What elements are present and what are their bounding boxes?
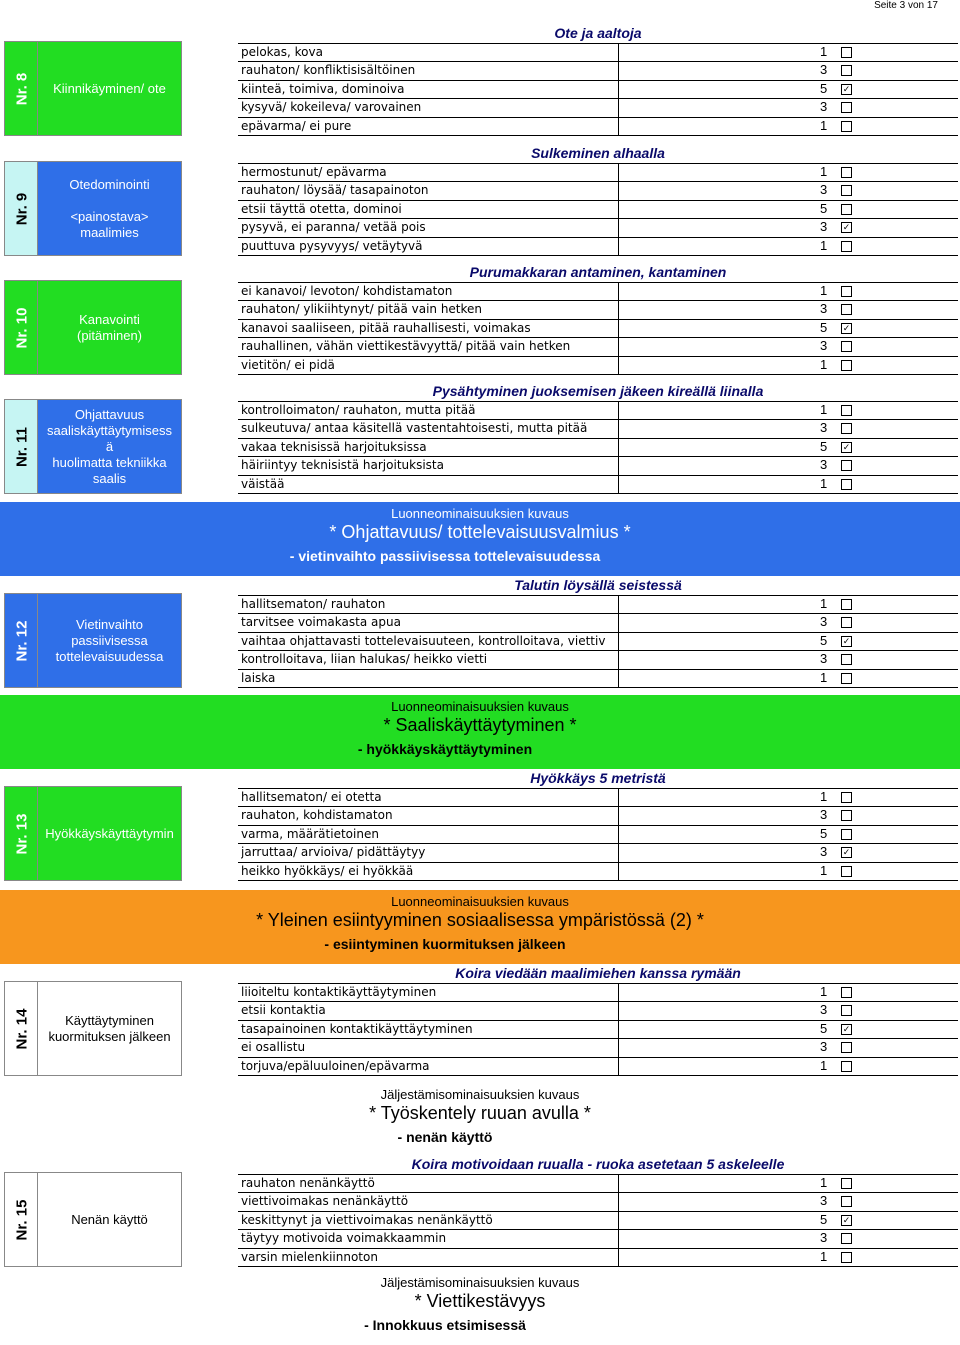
row-divider xyxy=(618,62,619,79)
rating-score: 5 xyxy=(820,319,828,335)
checkbox-icon[interactable] xyxy=(841,423,852,434)
section-heading: Purumakkaran antaminen, kantaminen xyxy=(469,264,727,280)
criterion-label-line: saaliskäyttäytymisess xyxy=(47,422,172,438)
rating-score: 1 xyxy=(820,1175,828,1190)
rating-score: 1 xyxy=(820,669,828,685)
criterion-label-line: Vietinvaihto xyxy=(76,616,143,632)
row-divider xyxy=(618,420,619,437)
section-14 xyxy=(0,965,960,1077)
section-8 xyxy=(0,25,960,137)
row-divider xyxy=(618,1230,619,1247)
band-detail: - nenän käyttö xyxy=(397,1129,493,1145)
criterion-label-line: Käyttäytyminen xyxy=(65,1012,154,1028)
rating-score: 3 xyxy=(820,651,828,667)
rating-score: 3 xyxy=(820,1039,828,1055)
rating-row xyxy=(238,201,958,219)
rating-row xyxy=(238,357,958,375)
row-divider xyxy=(618,164,619,181)
rating-row xyxy=(238,118,958,136)
rating-rows xyxy=(238,282,958,375)
rating-text: rauhaton/ konfliktisisältöinen xyxy=(241,63,416,78)
rating-text: väistää xyxy=(241,476,285,491)
checkbox-icon[interactable] xyxy=(841,654,852,665)
row-divider xyxy=(618,338,619,355)
section-number xyxy=(4,593,39,688)
rating-row xyxy=(238,651,958,669)
rating-text: hallitsematon/ ei otetta xyxy=(241,790,382,804)
criterion-label-line: tottelevaisuudessa xyxy=(55,648,164,664)
rating-score: 1 xyxy=(820,1248,828,1264)
row-divider xyxy=(618,863,619,880)
rating-rows xyxy=(238,595,958,688)
criterion-label xyxy=(37,981,182,1076)
checkbox-icon[interactable] xyxy=(841,810,852,821)
rating-row xyxy=(238,338,958,356)
band-subtitle: * Työskentely ruuan avulla * xyxy=(369,1103,591,1123)
section-number xyxy=(4,399,39,494)
section-number-text: Nr. 10 xyxy=(13,307,30,348)
section-10 xyxy=(0,264,960,376)
criterion-label-line: Kanavointi xyxy=(79,311,140,327)
rating-text: vakaa teknisissä harjoituksissa xyxy=(241,439,427,454)
section-12 xyxy=(0,577,960,689)
rating-row xyxy=(238,219,958,237)
rating-score: 1 xyxy=(820,117,828,133)
rating-text: kontrolloimaton/ rauhaton, mutta pitää xyxy=(241,403,476,417)
rating-text: pysyvä, ei paranna/ vetää pois xyxy=(241,220,426,235)
checkbox-icon[interactable] xyxy=(841,1005,852,1016)
rating-rows xyxy=(238,788,958,881)
rating-text: kanavoi saaliiseen, pitää rauhallisesti, voimakas xyxy=(241,320,531,335)
band-detail: - vietinvaihto passiivisessa tottelevaisuudessa xyxy=(289,548,601,564)
criterion-label-line: (pitäminen) xyxy=(76,327,143,343)
rating-text: viettivoimakas nenänkäyttö xyxy=(241,1194,409,1209)
checkbox-icon[interactable] xyxy=(841,792,852,803)
section-heading: Pysähtyminen juoksemisen jäkeen kireällä liinalla xyxy=(432,383,764,399)
criterion-label-line: ä xyxy=(105,438,114,454)
rating-row xyxy=(238,238,958,256)
description-band xyxy=(0,695,960,769)
band-subtitle: * Saaliskäyttäytyminen * xyxy=(383,715,577,735)
rating-score: 3 xyxy=(820,1193,828,1209)
row-divider xyxy=(618,357,619,374)
rating-text: kontrolloitava, liian halukas/ heikko vietti xyxy=(241,652,488,667)
rating-score: 3 xyxy=(820,62,828,78)
checkbox-icon[interactable] xyxy=(841,204,852,215)
rating-score: 5 xyxy=(820,80,828,96)
rating-score: 1 xyxy=(820,356,828,372)
criterion-label-line: Nenän käyttö xyxy=(71,1211,148,1227)
rating-text: torjuva/epäluuloinen/epävarma xyxy=(241,1058,430,1073)
checked-box-icon[interactable]: ✓ xyxy=(842,83,851,94)
row-divider xyxy=(618,1212,619,1229)
section-number-text: Nr. 12 xyxy=(13,620,30,661)
band-detail: - Innokkuus etsimisessä xyxy=(364,1317,526,1333)
section-number-text: Nr. 8 xyxy=(13,72,30,105)
section-number-text: Nr. 9 xyxy=(13,192,30,225)
rating-score: 3 xyxy=(820,301,828,317)
band-subtitle: * Yleinen esiintyyminen sosiaalisessa ympäristössä (2) * xyxy=(256,910,704,930)
checkbox-icon[interactable] xyxy=(841,866,852,877)
rating-rows xyxy=(238,1174,958,1267)
checkbox-icon[interactable] xyxy=(841,304,852,315)
rating-score: 1 xyxy=(820,402,828,417)
rating-row xyxy=(238,44,958,62)
rating-score: 5 xyxy=(820,825,828,841)
rating-row xyxy=(238,164,958,182)
rating-row xyxy=(238,1021,958,1039)
rating-row xyxy=(238,826,958,844)
checkbox-icon[interactable] xyxy=(841,460,852,471)
band-detail: - esiintyminen kuormituksen jälkeen xyxy=(324,936,566,952)
criterion-label-line: saalis xyxy=(92,470,127,486)
checkbox-icon[interactable] xyxy=(841,47,852,58)
section-number-text: Nr. 11 xyxy=(13,426,30,467)
checkbox-icon[interactable] xyxy=(841,102,852,113)
rating-score: 1 xyxy=(820,862,828,878)
rating-score: 3 xyxy=(820,807,828,823)
checkbox-icon[interactable] xyxy=(841,286,852,297)
rating-score: 3 xyxy=(820,614,828,630)
criterion-label-line: passiivisessa xyxy=(71,632,148,648)
row-divider xyxy=(618,789,619,806)
rating-score: 5 xyxy=(820,1020,828,1036)
rating-score: 1 xyxy=(820,789,828,804)
rating-text: rauhaton nenänkäyttö xyxy=(241,1176,375,1190)
rating-score: 1 xyxy=(820,164,828,179)
criterion-label xyxy=(37,1172,182,1267)
section-number xyxy=(4,280,39,375)
section-13 xyxy=(0,770,960,882)
checked-box-icon[interactable]: ✓ xyxy=(842,1023,851,1034)
rating-row xyxy=(238,182,958,200)
section-number xyxy=(4,981,39,1076)
criterion-label-line: huolimatta tekniikka xyxy=(52,454,167,470)
rating-row xyxy=(238,457,958,475)
section-number xyxy=(4,161,39,256)
section-heading: Talutin löysällä seistessä xyxy=(514,577,682,593)
section-number xyxy=(4,786,39,881)
row-divider xyxy=(618,118,619,135)
criterion-label xyxy=(37,41,182,136)
rating-row xyxy=(238,402,958,420)
description-band xyxy=(0,1083,960,1155)
description-band xyxy=(0,890,960,964)
criterion-label xyxy=(37,161,182,256)
page-number: Seite 3 von 17 xyxy=(874,0,938,11)
section-heading: Ote ja aaltoja xyxy=(554,25,642,41)
section-heading: Koira viedään maalimiehen kanssa rymään xyxy=(455,965,741,981)
row-divider xyxy=(618,182,619,199)
section-heading: Koira motivoidaan ruualla - ruoka asetetaan 5 askeleelle xyxy=(411,1156,785,1172)
rating-text: varma, määrätietoinen xyxy=(241,826,379,841)
criterion-label-line: Otedominointi xyxy=(69,176,150,192)
rating-score: 3 xyxy=(820,1002,828,1018)
rating-row xyxy=(238,614,958,632)
criterion-label xyxy=(37,786,182,881)
rating-text: epävarma/ ei pure xyxy=(241,118,352,133)
rating-text: rauhaton/ löysää/ tasapainoton xyxy=(241,183,429,198)
rating-row xyxy=(238,1175,958,1193)
row-divider xyxy=(618,238,619,255)
checkbox-icon[interactable] xyxy=(841,987,852,998)
rating-text: rauhaton, kohdistamaton xyxy=(241,808,393,823)
row-divider xyxy=(618,81,619,98)
rating-score: 3 xyxy=(820,219,828,235)
rating-row xyxy=(238,99,958,117)
row-divider xyxy=(618,614,619,631)
row-divider xyxy=(618,1175,619,1192)
criterion-label xyxy=(37,593,182,688)
rating-score: 3 xyxy=(820,182,828,198)
rating-score: 5 xyxy=(820,1211,828,1227)
rating-score: 3 xyxy=(820,844,828,860)
rating-row xyxy=(238,670,958,688)
section-number-text: Nr. 15 xyxy=(13,1199,30,1240)
row-divider xyxy=(618,320,619,337)
row-divider xyxy=(618,651,619,668)
row-divider xyxy=(618,201,619,218)
row-divider xyxy=(618,1039,619,1056)
checked-box-icon[interactable]: ✓ xyxy=(842,322,851,333)
rating-score: 3 xyxy=(820,99,828,115)
description-band xyxy=(0,1271,960,1333)
checkbox-icon[interactable] xyxy=(841,1061,852,1072)
row-divider xyxy=(618,439,619,456)
rating-text: vietitön/ ei pidä xyxy=(241,357,335,372)
rating-text: rauhallinen, vähän viettikestävyyttä/ pitää vain hetken xyxy=(241,339,571,354)
rating-row xyxy=(238,863,958,881)
section-number-text: Nr. 13 xyxy=(13,813,30,854)
rating-score: 1 xyxy=(820,475,828,491)
checked-box-icon[interactable]: ✓ xyxy=(842,847,851,858)
rating-row xyxy=(238,1039,958,1057)
row-divider xyxy=(618,826,619,843)
checkbox-icon[interactable] xyxy=(841,599,852,610)
rating-text: heikko hyökkäys/ ei hyökkää xyxy=(241,863,414,878)
row-divider xyxy=(618,1021,619,1038)
rating-row xyxy=(238,301,958,319)
rating-text: jarruttaa/ arvioiva/ pidättäytyy xyxy=(241,845,426,860)
rating-row xyxy=(238,789,958,807)
section-heading: Sulkeminen alhaalla xyxy=(531,145,665,161)
checked-box-icon[interactable]: ✓ xyxy=(842,1214,851,1225)
band-subtitle: * Viettikestävyys xyxy=(414,1291,546,1311)
rating-score: 3 xyxy=(820,338,828,354)
band-title: Luonneominaisuuksien kuvaus xyxy=(391,699,569,714)
section-heading: Hyökkäys 5 metristä xyxy=(530,770,666,786)
rating-row xyxy=(238,807,958,825)
row-divider xyxy=(618,633,619,650)
rating-text: kysyvä/ kokeileva/ varovainen xyxy=(241,100,422,115)
row-divider xyxy=(618,1058,619,1075)
checkbox-icon[interactable] xyxy=(841,479,852,490)
row-divider xyxy=(618,807,619,824)
checkbox-icon[interactable] xyxy=(841,167,852,178)
band-subtitle: * Ohjattavuus/ tottelevaisuusvalmius * xyxy=(329,522,631,542)
rating-text: hermostunut/ epävarma xyxy=(241,165,387,179)
rating-text: laiska xyxy=(241,670,276,685)
band-title: Luonneominaisuuksien kuvaus xyxy=(391,506,569,521)
checkbox-icon[interactable] xyxy=(841,341,852,352)
row-divider xyxy=(618,596,619,613)
section-number xyxy=(4,1172,39,1267)
criterion-label-line: kuormituksen jälkeen xyxy=(48,1028,171,1044)
criterion-label-line: <painostava> xyxy=(70,208,149,224)
checkbox-icon[interactable] xyxy=(841,1233,852,1244)
rating-score: 5 xyxy=(820,200,828,216)
rating-text: etsii täyttä otetta, dominoi xyxy=(241,201,402,216)
rating-row xyxy=(238,1193,958,1211)
checked-box-icon[interactable]: ✓ xyxy=(842,222,851,233)
rating-row xyxy=(238,1002,958,1020)
rating-text: tasapainoinen kontaktikäyttäytyminen xyxy=(241,1021,473,1036)
row-divider xyxy=(618,402,619,419)
criterion-label-line: maalimies xyxy=(80,224,139,240)
rating-text: tarvitsee voimakasta apua xyxy=(241,615,401,630)
rating-text: varsin mielenkiinnoton xyxy=(241,1249,378,1264)
rating-row xyxy=(238,633,958,651)
criterion-label-line: Hyökkäyskäyttäytymin xyxy=(45,825,174,841)
row-divider xyxy=(618,984,619,1001)
rating-text: hallitsematon/ rauhaton xyxy=(241,597,386,611)
rating-row xyxy=(238,476,958,494)
checkbox-icon[interactable] xyxy=(841,829,852,840)
criterion-label-line: Ohjattavuus xyxy=(74,406,145,422)
rating-text: ei osallistu xyxy=(241,1040,306,1055)
criterion-label-line xyxy=(108,193,112,209)
rating-text: täytyy motivoida voimakkaammin xyxy=(241,1231,447,1246)
checkbox-icon[interactable] xyxy=(841,673,852,684)
rating-text: pelokas, kova xyxy=(241,45,323,59)
row-divider xyxy=(618,44,619,61)
checkbox-icon[interactable] xyxy=(841,1042,852,1053)
rating-rows xyxy=(238,43,958,136)
rating-row xyxy=(238,81,958,99)
band-detail: - hyökkäyskäyttäytyminen xyxy=(357,741,533,757)
rating-score: 1 xyxy=(820,237,828,253)
rating-score: 3 xyxy=(820,457,828,473)
section-9 xyxy=(0,145,960,257)
rating-rows xyxy=(238,163,958,256)
rating-row xyxy=(238,320,958,338)
row-divider xyxy=(618,457,619,474)
section-15 xyxy=(0,1156,960,1268)
checkbox-icon[interactable] xyxy=(841,241,852,252)
checkbox-icon[interactable] xyxy=(841,1196,852,1207)
checkbox-icon[interactable] xyxy=(841,185,852,196)
rating-row xyxy=(238,62,958,80)
rating-row xyxy=(238,1058,958,1076)
rating-row xyxy=(238,283,958,301)
checkbox-icon[interactable] xyxy=(841,65,852,76)
checked-box-icon[interactable]: ✓ xyxy=(842,635,851,646)
section-number-text: Nr. 14 xyxy=(13,1008,30,1049)
checkbox-icon[interactable] xyxy=(841,405,852,416)
rating-row xyxy=(238,844,958,862)
rating-text: ei kanavoi/ levoton/ kohdistamaton xyxy=(241,284,453,298)
row-divider xyxy=(618,283,619,300)
criterion-label xyxy=(37,280,182,375)
rating-row xyxy=(238,1249,958,1267)
checkbox-icon[interactable] xyxy=(841,121,852,132)
rating-score: 1 xyxy=(820,984,828,999)
rating-row xyxy=(238,1212,958,1230)
row-divider xyxy=(618,1193,619,1210)
criterion-label xyxy=(37,399,182,494)
band-title: Luonneominaisuuksien kuvaus xyxy=(391,894,569,909)
description-band xyxy=(0,502,960,576)
rating-text: vaihtaa ohjattavasti tottelevaisuuteen, kontrolloitava, viettiv xyxy=(241,633,606,648)
rating-score: 1 xyxy=(820,283,828,298)
band-title: Jäljestämisominaisuuksien kuvaus xyxy=(380,1275,580,1290)
row-divider xyxy=(618,219,619,236)
checkbox-icon[interactable] xyxy=(841,1252,852,1263)
rating-row xyxy=(238,984,958,1002)
row-divider xyxy=(618,1002,619,1019)
rating-score: 5 xyxy=(820,438,828,454)
rating-row xyxy=(238,596,958,614)
rating-text: sulkeutuva/ antaa käsitellä vastentahtoisesti, mutta pitää xyxy=(241,421,588,436)
band-title: Jäljestämisominaisuuksien kuvaus xyxy=(380,1087,580,1102)
rating-row xyxy=(238,439,958,457)
checkbox-icon[interactable] xyxy=(841,1178,852,1189)
row-divider xyxy=(618,99,619,116)
rating-score: 1 xyxy=(820,1057,828,1073)
rating-text: puuttuva pysyvyys/ vetäytyvä xyxy=(241,238,423,253)
row-divider xyxy=(618,844,619,861)
rating-text: rauhaton/ ylikiihtynyt/ pitää vain hetken xyxy=(241,302,483,317)
section-11 xyxy=(0,383,960,495)
rating-score: 3 xyxy=(820,1230,828,1246)
rating-row xyxy=(238,420,958,438)
rating-score: 3 xyxy=(820,420,828,436)
criterion-label-line: Kiinnikäyminen/ ote xyxy=(53,80,166,96)
rating-score: 1 xyxy=(820,596,828,611)
row-divider xyxy=(618,476,619,493)
row-divider xyxy=(618,1249,619,1266)
checkbox-icon[interactable] xyxy=(841,617,852,628)
rating-text: häiriintyy teknisistä harjoituksista xyxy=(241,458,444,473)
rating-row xyxy=(238,1230,958,1248)
rating-score: 1 xyxy=(820,44,828,59)
row-divider xyxy=(618,670,619,687)
rating-score: 5 xyxy=(820,632,828,648)
rating-rows xyxy=(238,983,958,1076)
rating-rows xyxy=(238,401,958,494)
rating-text: kiinteä, toimiva, dominoiva xyxy=(241,81,405,96)
rating-text: liioiteltu kontaktikäyttäytyminen xyxy=(241,985,437,999)
rating-text: etsii kontaktia xyxy=(241,1003,326,1018)
checkbox-icon[interactable] xyxy=(841,360,852,371)
checked-box-icon[interactable]: ✓ xyxy=(842,441,851,452)
section-number xyxy=(4,41,39,136)
rating-text: keskittynyt ja viettivoimakas nenänkäyttö xyxy=(241,1212,493,1227)
row-divider xyxy=(618,301,619,318)
